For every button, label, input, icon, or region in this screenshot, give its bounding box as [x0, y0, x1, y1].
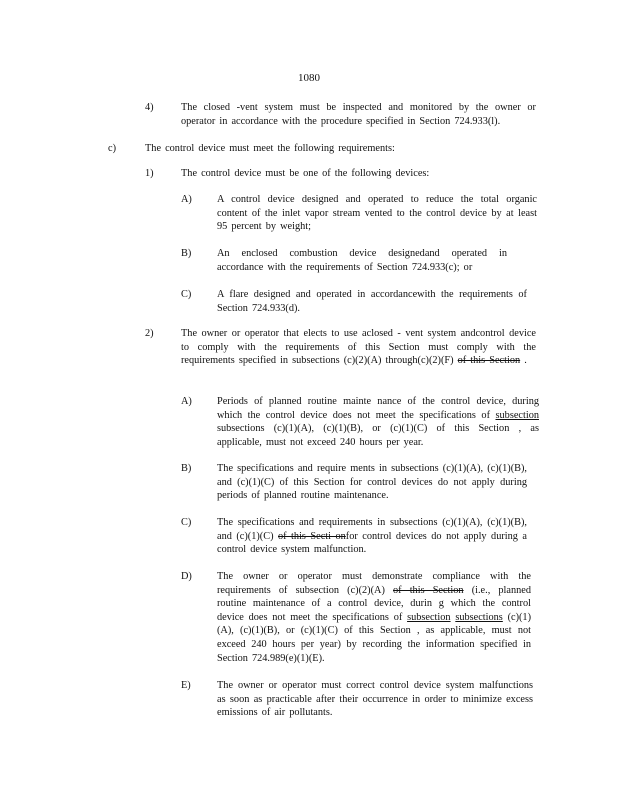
page-number: 1080: [298, 72, 320, 84]
text-c-2-b: .: [520, 355, 527, 367]
underline-subsection: subsection: [495, 409, 539, 421]
label-2-D: D): [181, 571, 192, 582]
label-2-C: C): [181, 517, 192, 528]
text-c-2-C: [217, 516, 527, 557]
label-1-B: B): [181, 248, 192, 259]
text-c-2-a: The owner or operator that elects to use aclosed - vent system andcontrol device to comply with the requirements of this Section must comply with the requirements specified in subsections (c)(2)(A) through(c)(2)(F): [181, 328, 536, 367]
strike-of-this-section: of this Secti on: [278, 530, 346, 542]
label-4: 4): [145, 102, 154, 113]
text-c-2-C-b: for control devices do not apply during a control device system malfunction.: [217, 530, 527, 556]
strike-of-this-section: of this Section: [393, 584, 464, 596]
label-c: c): [108, 143, 116, 154]
text-c-2-D: [217, 570, 531, 665]
text-c-1-C: A flare designed and operated in accordancewith the requirements of Section 724.933(d).: [217, 289, 527, 314]
text-c-1-A: A control device designed and operated to reduce the total organic content of the inlet vapor stream vented to the control device by at least 95 percent by weight;: [217, 194, 537, 233]
label-2-E: E): [181, 680, 191, 691]
strike-of-this-section: of this Section: [457, 355, 521, 367]
text-c-2: [181, 327, 536, 368]
text-c-2-C-a: The specifications and requirements in subsections (c)(1)(A), (c)(1)(B), and (c)(1)(C): [217, 517, 527, 542]
underline-subsection: subsection: [407, 611, 451, 623]
text-c-4: The closed -vent system must be inspected and monitored by the owner or operator in accordance with the procedure specified in Section 724.933(l).: [181, 102, 536, 127]
text-c-2-E: The owner or operator must correct control device system malfunctions as soon as practicable after their occurrence in order to minimize excess emissions of air pollutants.: [217, 680, 533, 719]
label-2-A: A): [181, 396, 192, 407]
text-c-1: The control device must be one of the following devices:: [181, 168, 430, 179]
text-c-2-A: [217, 395, 539, 449]
text-c-1-B: An enclosed combustion device designedand operated in accordance with the requirements of Section 724.933(c); or: [217, 248, 507, 273]
label-2: 2): [145, 328, 154, 339]
text-c-2-A-b: subsections (c)(1)(A), (c)(1)(B), or (c)(1)(C) of this Section , as applicable, must not exceed 240 hours per year.: [217, 423, 539, 448]
strike-subsections: subsections: [455, 611, 503, 623]
label-1-A: A): [181, 194, 192, 205]
text-c-2-D-d: (c)(1)(A), (c)(1)(B), or (c)(1)(C) of this Section , as applicable, must not exceed 240 hours per year) by recording the information specified in Section 724.989(e)(1)(E).: [217, 611, 532, 664]
text-c-2-D-a: The owner or operator must demonstrate compliance with the requirements of subsection (c)(2)(A): [217, 571, 531, 596]
text-c-2-D-b: (i.e., planned routine maintenance of a control device, durin g which the control device does not meet the specifications of: [217, 584, 531, 623]
text-c-2-B: The specifications and require ments in subsections (c)(1)(A), (c)(1)(B), and (c)(1)(C) of this Section for control devices do not apply during periods of planned routine maintenance.: [217, 463, 527, 502]
label-1: 1): [145, 168, 154, 179]
label-1-C: C): [181, 289, 192, 300]
text-c: The control device must meet the following requirements:: [145, 143, 395, 154]
label-2-B: B): [181, 463, 192, 474]
text-c-2-A-a: Periods of planned routine mainte nance of the control device, during which the control device does not meet the specifications of: [217, 396, 539, 421]
